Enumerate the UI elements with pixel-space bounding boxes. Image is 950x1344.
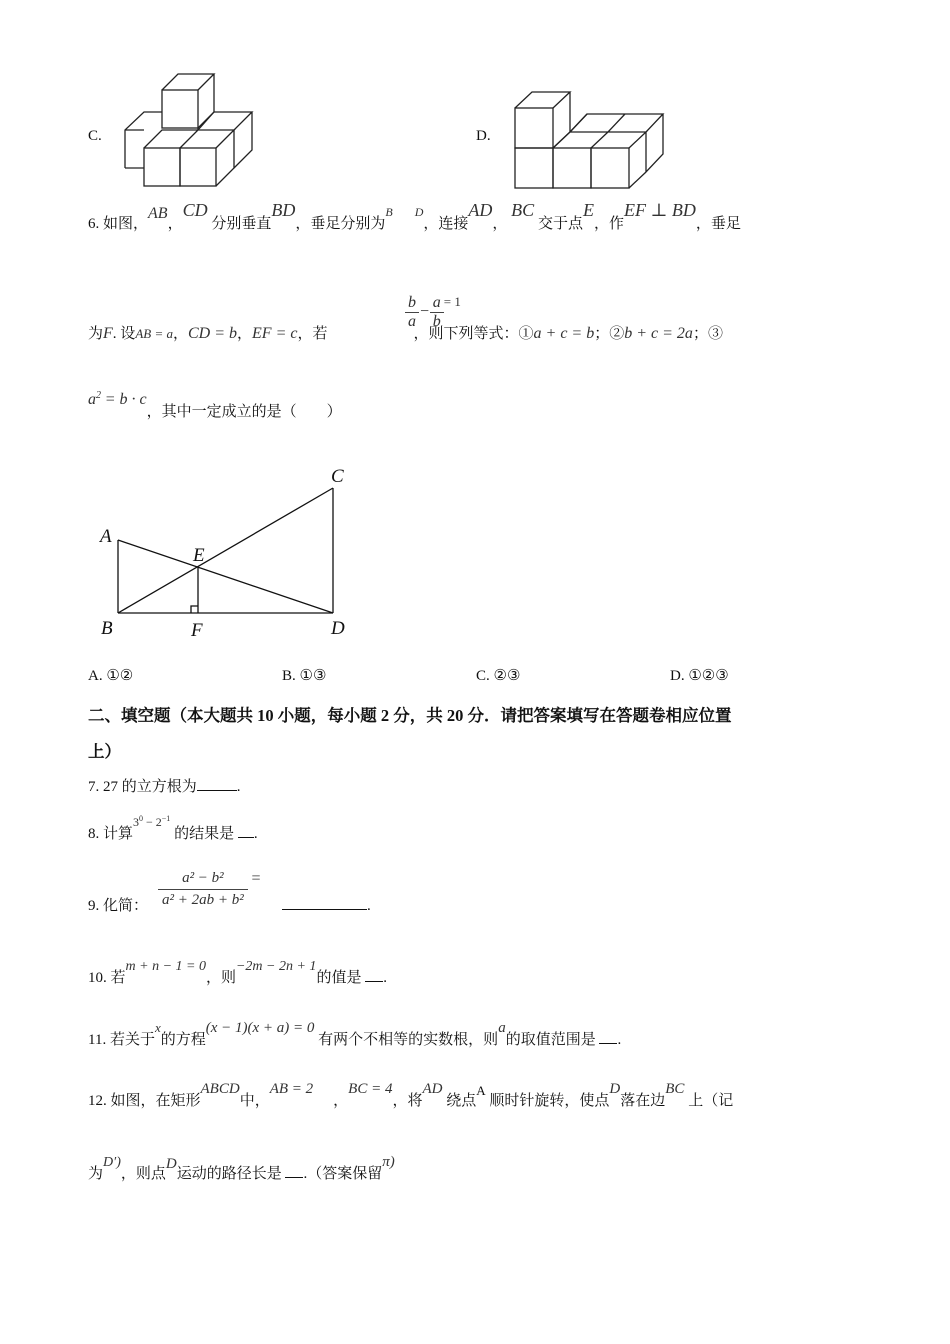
- q12-text: 上（记: [688, 1093, 734, 1109]
- q12-text: 顺时针旋转，使点: [489, 1093, 610, 1109]
- q9-numerator: a² − b²: [158, 868, 248, 890]
- option-c-cube-figure: [118, 68, 258, 193]
- q9-answer: [282, 895, 371, 915]
- eq3-a: a: [88, 391, 96, 408]
- q6-text: 分别垂直: [211, 216, 272, 232]
- q6-e: E: [582, 200, 594, 220]
- q12-text: ，则点: [120, 1166, 166, 1182]
- q11-text: 11. 若关于: [88, 1032, 155, 1048]
- q6-ab: AB: [148, 205, 168, 222]
- q6-text: ，连接: [423, 216, 469, 232]
- question-12-line-2: [88, 1154, 395, 1183]
- q10-text: 的值是: [316, 970, 362, 986]
- q6-text: ，若: [297, 326, 328, 342]
- q6-text: ，作: [593, 216, 624, 232]
- frac-den: a: [408, 313, 416, 330]
- q12-text: 绕点: [446, 1093, 477, 1109]
- q9-end: .: [367, 898, 371, 914]
- choice-c[interactable]: C. ②③: [476, 668, 521, 684]
- q6-text: 交于点: [537, 216, 583, 232]
- q12-text: 12. 如图，在矩形: [88, 1093, 201, 1109]
- q12-bc: BC: [665, 1081, 685, 1097]
- q8-exp-0: 0: [139, 814, 144, 823]
- frac-num: b: [405, 294, 419, 313]
- q10-expression: −2m − 2n + 1: [235, 959, 317, 974]
- q8-end: .: [253, 826, 258, 842]
- q11-answer-blank[interactable]: [599, 1029, 617, 1044]
- label-b: B: [101, 618, 113, 639]
- q6-text: 为: [88, 326, 104, 342]
- q12-text: 运动的路径长是: [176, 1166, 282, 1182]
- eq3-rest: = b · c: [104, 391, 147, 408]
- q6-equation-2: b + c = 2a: [624, 325, 693, 342]
- q6-line-1: [88, 200, 741, 233]
- q6-b: B: [385, 205, 393, 219]
- q12-text: ，将: [392, 1093, 423, 1109]
- q7-text: 7. 27 的立方根为: [88, 779, 197, 795]
- q12-d-prime: D′): [103, 1155, 121, 1170]
- q12-pi: π): [382, 1154, 395, 1170]
- q6-comma: ，: [492, 216, 508, 232]
- q6-text: ；②: [594, 326, 625, 342]
- q6-number: 6.: [88, 216, 100, 232]
- q12-abcd: ABCD: [200, 1081, 240, 1097]
- choice-b[interactable]: B. ①③: [282, 668, 327, 684]
- q9-equals: =: [251, 869, 261, 887]
- q8-exp-m1: −1: [161, 814, 171, 823]
- q8-expression: [133, 815, 170, 829]
- q12-text: 为: [88, 1166, 104, 1182]
- q6-geometry-figure: [95, 460, 365, 642]
- option-d-cube-figure: [508, 86, 673, 194]
- q12-text: 落在边: [620, 1093, 666, 1109]
- q12-point-a: A: [476, 1083, 486, 1098]
- right-angle-mark: [191, 606, 198, 613]
- q6-line-2: [88, 322, 723, 343]
- q6-bc: BC: [511, 200, 535, 220]
- q6-text: 如图，: [103, 216, 149, 232]
- q7-end: .: [236, 779, 241, 795]
- q8-base: 3: [133, 815, 140, 829]
- q6-text: ，其中一定成立的是（ ）: [146, 404, 342, 420]
- q6-ad: AD: [468, 200, 493, 220]
- q10-end: .: [383, 970, 387, 986]
- q10-answer-blank[interactable]: [365, 967, 383, 982]
- q12-comma: ，: [333, 1093, 349, 1109]
- q12-d: D: [165, 1156, 177, 1172]
- q11-text: 有两个不相等的实数根，则: [318, 1032, 499, 1048]
- q6-f: F: [103, 325, 113, 342]
- label-c: C: [331, 466, 344, 487]
- q6-ab-eq-a: AB = a: [135, 326, 173, 341]
- q6-ef-perp-bd: EF ⊥ BD: [623, 200, 696, 220]
- question-9-expression: [158, 868, 261, 911]
- q6-text: ，则下列等式：①: [413, 326, 534, 342]
- frac-den: b: [432, 313, 441, 330]
- q12-text: 中，: [239, 1093, 270, 1109]
- label-e: E: [193, 545, 205, 566]
- label-d: D: [331, 618, 345, 639]
- q12-d: D: [609, 1081, 621, 1097]
- q6-cd-eq-b: CD = b: [187, 325, 238, 342]
- q6-d: D: [414, 205, 424, 219]
- q6-ef-eq-c: EF = c: [252, 325, 298, 342]
- q6-text: . 设: [112, 326, 136, 342]
- q6-cd: CD: [182, 200, 208, 220]
- q8-text: 8. 计算: [88, 826, 134, 842]
- q8-mid: − 2: [143, 815, 162, 829]
- q8-answer-blank[interactable]: [238, 823, 254, 838]
- q9-label: 9. 化简：: [88, 898, 149, 914]
- q11-a: a: [498, 1020, 506, 1036]
- question-10: [88, 959, 387, 987]
- q10-text: 10. 若: [88, 970, 126, 986]
- question-8: [88, 814, 258, 843]
- section-2-heading: 二、填空题（本大题共 10 小题，每小题 2 分，共 20 分．请把答案填写在答题卷相应位置: [88, 706, 732, 725]
- q9-denominator: a² + 2ab + b²: [162, 892, 244, 908]
- q11-equation: (x − 1)(x + a) = 0: [205, 1020, 315, 1036]
- q12-bc-eq-4: BC = 4: [348, 1081, 393, 1097]
- question-11: [88, 1020, 622, 1049]
- q12-ab-eq-2: AB = 2: [269, 1081, 314, 1097]
- option-c-label: C.: [88, 128, 102, 144]
- q6-equation-1: a + c = b: [533, 325, 595, 342]
- q11-text: 的取值范围是: [505, 1032, 596, 1048]
- q11-x: x: [154, 1020, 161, 1035]
- choice-a[interactable]: A. ①②: [88, 668, 134, 684]
- q6-comma: ，: [237, 326, 253, 342]
- label-a: A: [100, 526, 112, 547]
- question-7: [88, 775, 241, 796]
- q6-comma: ，: [167, 216, 183, 232]
- q6-line-3: [88, 390, 342, 421]
- q6-text: ，垂足分别为: [295, 216, 386, 232]
- q10-text: ，则: [205, 970, 236, 986]
- q8-text: 的结果是: [174, 826, 235, 842]
- q10-condition: m + n − 1 = 0: [125, 959, 206, 974]
- equals-one: = 1: [443, 294, 461, 310]
- q12-answer-blank[interactable]: [285, 1163, 303, 1178]
- section-2-heading-cont: 上）: [88, 742, 121, 761]
- q6-text: ；③: [692, 326, 723, 342]
- q7-answer-blank[interactable]: [197, 776, 237, 791]
- minus: −: [419, 303, 430, 321]
- q6-bd: BD: [271, 200, 296, 220]
- q6-text: ，垂足: [695, 216, 741, 232]
- option-d-label: D.: [476, 128, 491, 144]
- q12-ad: AD: [422, 1081, 443, 1097]
- q6-equation-3: [88, 392, 147, 408]
- eq3-sup: 2: [96, 390, 101, 401]
- q12-text: .（答案保留: [303, 1166, 383, 1182]
- question-12-line-1: [88, 1081, 734, 1110]
- q9-answer-blank[interactable]: [282, 895, 367, 910]
- choice-d[interactable]: D. ①②③: [670, 668, 729, 684]
- frac-num: a: [430, 294, 444, 313]
- q6-comma: ，: [172, 326, 188, 342]
- q11-end: .: [617, 1032, 622, 1048]
- q11-text: 的方程: [160, 1032, 206, 1048]
- label-f: F: [191, 620, 203, 641]
